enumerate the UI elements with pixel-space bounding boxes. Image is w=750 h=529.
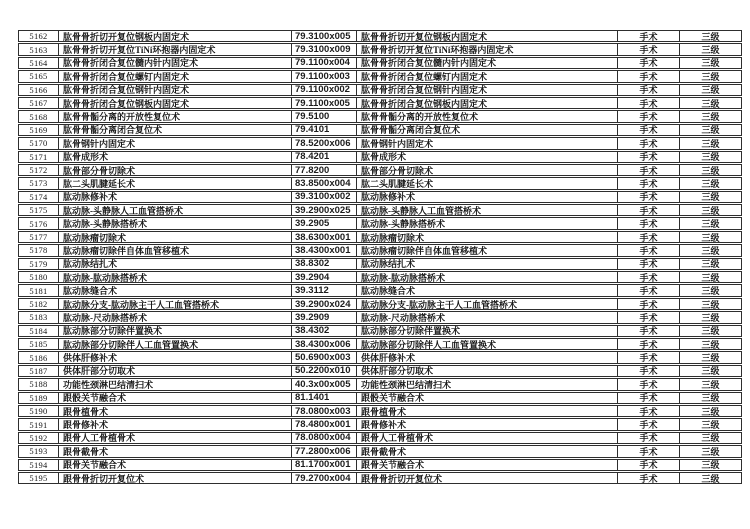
procedure-name-cell: 跟骰关节融合术 xyxy=(58,393,291,403)
procedure-code-cell: 81.1700x001 xyxy=(291,460,356,470)
procedure-name-cell: 肱骨部分骨切除术 xyxy=(58,165,291,175)
table-row xyxy=(18,84,742,96)
procedure-name-cell: 肱动脉-尺动脉搭桥术 xyxy=(58,312,291,322)
procedure-code-cell: 79.3100x005 xyxy=(291,31,356,41)
level-cell: 三级 xyxy=(679,125,741,135)
row-number-cell: 5186 xyxy=(29,352,48,363)
table-row xyxy=(18,459,742,471)
procedure-name-cell: 肱动脉分支-肱动脉主干人工血管搭桥术 xyxy=(58,299,291,309)
level-cell: 三级 xyxy=(679,85,741,95)
category-cell: 手术 xyxy=(617,366,679,376)
procedure-code-cell: 78.5200x006 xyxy=(291,138,356,148)
table-row xyxy=(18,43,742,55)
procedure-name-repeat-cell: 跟骨截骨术 xyxy=(356,446,617,456)
category-cell: 手术 xyxy=(617,259,679,269)
procedure-name-repeat-cell: 功能性颈淋巴结清扫术 xyxy=(356,379,617,389)
procedure-name-repeat-cell: 跟骨人工骨植骨术 xyxy=(356,433,617,443)
level-cell: 三级 xyxy=(679,352,741,362)
category-cell: 手术 xyxy=(617,111,679,121)
procedure-name-repeat-cell: 肱动脉瘤切除伴自体血管移植术 xyxy=(356,245,617,255)
procedure-name-repeat-cell: 跟骨关节融合术 xyxy=(356,460,617,470)
procedure-name-repeat-cell: 肱骨骨折闭合复位螺钉内固定术 xyxy=(356,71,617,81)
level-cell: 三级 xyxy=(679,433,741,443)
row-number-cell: 5167 xyxy=(29,98,48,109)
row-number-cell: 5171 xyxy=(29,151,48,162)
procedure-code-cell: 39.2909 xyxy=(291,312,356,322)
table-row xyxy=(18,217,742,229)
level-cell: 三级 xyxy=(679,379,741,389)
category-cell: 手术 xyxy=(617,31,679,41)
procedure-name-cell: 肱动脉缝合术 xyxy=(58,285,291,295)
category-cell: 手术 xyxy=(617,71,679,81)
procedure-code-cell: 78.0800x004 xyxy=(291,433,356,443)
table-row xyxy=(18,30,742,42)
procedure-name-cell: 肱动脉-头静脉人工血管搭桥术 xyxy=(58,205,291,215)
procedure-code-cell: 79.1100x002 xyxy=(291,85,356,95)
procedure-name-cell: 跟骨截骨术 xyxy=(58,446,291,456)
table-row xyxy=(18,378,742,390)
level-cell: 三级 xyxy=(679,192,741,202)
procedure-code-cell: 39.2900x024 xyxy=(291,299,356,309)
procedure-name-repeat-cell: 跟骰关节融合术 xyxy=(356,393,617,403)
procedure-code-cell: 38.4300x001 xyxy=(291,245,356,255)
level-cell: 三级 xyxy=(679,259,741,269)
procedure-name-repeat-cell: 跟骨植骨术 xyxy=(356,406,617,416)
procedure-name-cell: 肱动脉-头静脉搭桥术 xyxy=(58,218,291,228)
procedure-name-cell: 跟骨骨折切开复位术 xyxy=(58,473,291,483)
procedure-name-repeat-cell: 肱骨骨折切开复位钢板内固定术 xyxy=(356,31,617,41)
procedure-name-repeat-cell: 肱骨骨骺分离闭合复位术 xyxy=(356,125,617,135)
procedure-name-repeat-cell: 肱骨骨折切开复位TiNi环抱器内固定术 xyxy=(356,44,617,54)
procedure-name-repeat-cell: 跟骨修补术 xyxy=(356,419,617,429)
table-row xyxy=(18,365,742,377)
procedure-name-repeat-cell: 肱动脉结扎术 xyxy=(356,259,617,269)
row-number-cell: 5185 xyxy=(29,339,48,350)
row-number-cell: 5191 xyxy=(29,419,48,430)
table-row xyxy=(18,231,742,243)
table-row xyxy=(18,432,742,444)
procedure-name-repeat-cell: 肱动脉修补术 xyxy=(356,192,617,202)
level-cell: 三级 xyxy=(679,406,741,416)
procedure-name-cell: 肱动脉瘤切除术 xyxy=(58,232,291,242)
table-row xyxy=(18,110,742,122)
procedure-name-cell: 跟骨修补术 xyxy=(58,419,291,429)
table-row xyxy=(18,97,742,109)
table-row xyxy=(18,57,742,69)
row-number-cell: 5165 xyxy=(29,71,48,82)
procedure-name-repeat-cell: 肱动脉-头静脉人工血管搭桥术 xyxy=(356,205,617,215)
table-row xyxy=(18,298,742,310)
category-cell: 手术 xyxy=(617,245,679,255)
procedure-name-repeat-cell: 肱骨钢针内固定术 xyxy=(356,138,617,148)
level-cell: 三级 xyxy=(679,218,741,228)
category-cell: 手术 xyxy=(617,285,679,295)
row-number-cell: 5188 xyxy=(29,379,48,390)
row-number-cell: 5195 xyxy=(29,473,48,484)
category-cell: 手术 xyxy=(617,326,679,336)
procedure-code-cell: 79.1100x003 xyxy=(291,71,356,81)
procedure-code-cell: 38.8302 xyxy=(291,259,356,269)
procedure-name-cell: 供体肝部分切取术 xyxy=(58,366,291,376)
row-number-cell: 5172 xyxy=(29,165,48,176)
row-number-cell: 5189 xyxy=(29,392,48,403)
procedure-name-cell: 功能性颈淋巴结清扫术 xyxy=(58,379,291,389)
category-cell: 手术 xyxy=(617,125,679,135)
table-row xyxy=(18,124,742,136)
level-cell: 三级 xyxy=(679,299,741,309)
procedure-name-cell: 肱骨骨折闭合复位钢板内固定术 xyxy=(58,98,291,108)
procedure-name-repeat-cell: 供体肝部分切取术 xyxy=(356,366,617,376)
table-row xyxy=(18,70,742,82)
row-number-cell: 5177 xyxy=(29,232,48,243)
table-row xyxy=(18,271,742,283)
category-cell: 手术 xyxy=(617,393,679,403)
table-row xyxy=(18,445,742,457)
procedure-name-cell: 肱动脉部分切除伴人工血管置换术 xyxy=(58,339,291,349)
procedure-code-cell: 38.4302 xyxy=(291,326,356,336)
procedure-name-cell: 肱骨骨折切开复位TiNi环抱器内固定术 xyxy=(58,44,291,54)
procedure-code-cell: 79.3100x009 xyxy=(291,44,356,54)
level-cell: 三级 xyxy=(679,245,741,255)
level-cell: 三级 xyxy=(679,339,741,349)
level-cell: 三级 xyxy=(679,31,741,41)
category-cell: 手术 xyxy=(617,352,679,362)
level-cell: 三级 xyxy=(679,98,741,108)
procedure-name-cell: 肱骨骨折闭合复位髓内针内固定术 xyxy=(58,58,291,68)
procedure-code-cell: 78.4800x001 xyxy=(291,419,356,429)
procedure-name-cell: 肱二头肌腱延长术 xyxy=(58,178,291,188)
table-row xyxy=(18,284,742,296)
procedure-name-repeat-cell: 跟骨骨折切开复位术 xyxy=(356,473,617,483)
category-cell: 手术 xyxy=(617,165,679,175)
table-row xyxy=(18,405,742,417)
procedure-name-cell: 跟骨人工骨植骨术 xyxy=(58,433,291,443)
procedure-name-cell: 肱骨骨骺分离闭合复位术 xyxy=(58,125,291,135)
row-number-cell: 5179 xyxy=(29,258,48,269)
procedure-code-cell: 79.1100x004 xyxy=(291,58,356,68)
level-cell: 三级 xyxy=(679,232,741,242)
category-cell: 手术 xyxy=(617,44,679,54)
row-number-cell: 5169 xyxy=(29,124,48,135)
procedure-name-repeat-cell: 肱骨骨折闭合复位髓内针内固定术 xyxy=(356,58,617,68)
procedure-code-cell: 39.2905 xyxy=(291,218,356,228)
procedure-name-repeat-cell: 肱动脉缝合术 xyxy=(356,285,617,295)
procedure-name-cell: 肱动脉-肱动脉搭桥术 xyxy=(58,272,291,282)
procedure-name-repeat-cell: 肱动脉-头静脉搭桥术 xyxy=(356,218,617,228)
row-number-cell: 5168 xyxy=(29,111,48,122)
row-number-cell: 5163 xyxy=(29,44,48,55)
category-cell: 手术 xyxy=(617,138,679,148)
level-cell: 三级 xyxy=(679,111,741,121)
procedure-name-cell: 跟骨植骨术 xyxy=(58,406,291,416)
level-cell: 三级 xyxy=(679,473,741,483)
procedure-code-cell: 50.6900x003 xyxy=(291,352,356,362)
row-number-cell: 5180 xyxy=(29,272,48,283)
procedure-name-repeat-cell: 肱骨骨折闭合复位钢针内固定术 xyxy=(356,85,617,95)
procedure-name-cell: 肱动脉修补术 xyxy=(58,192,291,202)
procedure-name-repeat-cell: 肱二头肌腱延长术 xyxy=(356,178,617,188)
procedure-code-cell: 79.2700x004 xyxy=(291,473,356,483)
table-row xyxy=(18,151,742,163)
level-cell: 三级 xyxy=(679,326,741,336)
level-cell: 三级 xyxy=(679,178,741,188)
category-cell: 手术 xyxy=(617,58,679,68)
procedure-name-cell: 肱动脉瘤切除伴自体血管移植术 xyxy=(58,245,291,255)
row-number-cell: 5173 xyxy=(29,178,48,189)
table-row xyxy=(18,177,742,189)
category-cell: 手术 xyxy=(617,406,679,416)
procedure-name-cell: 肱骨钢针内固定术 xyxy=(58,138,291,148)
row-number-cell: 5162 xyxy=(29,31,48,42)
table-row xyxy=(18,351,742,363)
procedure-name-repeat-cell: 肱动脉部分切除伴人工血管置换术 xyxy=(356,339,617,349)
row-number-cell: 5176 xyxy=(29,218,48,229)
level-cell: 三级 xyxy=(679,312,741,322)
table-row xyxy=(18,418,742,430)
level-cell: 三级 xyxy=(679,446,741,456)
procedure-name-cell: 肱骨骨折切开复位钢板内固定术 xyxy=(58,31,291,41)
procedure-name-cell: 肱动脉结扎术 xyxy=(58,259,291,269)
procedure-code-cell: 81.1401 xyxy=(291,393,356,403)
procedure-name-cell: 肱骨成形术 xyxy=(58,152,291,162)
level-cell: 三级 xyxy=(679,419,741,429)
table-row xyxy=(18,244,742,256)
category-cell: 手术 xyxy=(617,152,679,162)
procedure-code-cell: 79.5100 xyxy=(291,111,356,121)
procedure-name-repeat-cell: 肱动脉-尺动脉搭桥术 xyxy=(356,312,617,322)
level-cell: 三级 xyxy=(679,165,741,175)
procedure-name-repeat-cell: 肱骨骨骺分离的开放性复位术 xyxy=(356,111,617,121)
level-cell: 三级 xyxy=(679,285,741,295)
row-number-cell: 5164 xyxy=(29,57,48,68)
category-cell: 手术 xyxy=(617,178,679,188)
level-cell: 三级 xyxy=(679,44,741,54)
procedure-name-cell: 肱骨骨骺分离的开放性复位术 xyxy=(58,111,291,121)
level-cell: 三级 xyxy=(679,460,741,470)
table-row xyxy=(18,137,742,149)
category-cell: 手术 xyxy=(617,272,679,282)
procedure-code-cell: 79.4101 xyxy=(291,125,356,135)
level-cell: 三级 xyxy=(679,58,741,68)
procedure-name-repeat-cell: 肱动脉瘤切除术 xyxy=(356,232,617,242)
category-cell: 手术 xyxy=(617,339,679,349)
category-cell: 手术 xyxy=(617,473,679,483)
row-number-cell: 5175 xyxy=(29,205,48,216)
category-cell: 手术 xyxy=(617,85,679,95)
procedure-code-cell: 39.2904 xyxy=(291,272,356,282)
procedure-code-cell: 39.3112 xyxy=(291,285,356,295)
procedure-name-cell: 跟骨关节融合术 xyxy=(58,460,291,470)
category-cell: 手术 xyxy=(617,379,679,389)
procedure-name-cell: 肱骨骨折闭合复位钢针内固定术 xyxy=(58,85,291,95)
row-number-cell: 5183 xyxy=(29,312,48,323)
level-cell: 三级 xyxy=(679,272,741,282)
row-number-cell: 5194 xyxy=(29,459,48,470)
category-cell: 手术 xyxy=(617,419,679,429)
category-cell: 手术 xyxy=(617,98,679,108)
table-row xyxy=(18,392,742,404)
level-cell: 三级 xyxy=(679,205,741,215)
level-cell: 三级 xyxy=(679,366,741,376)
row-number-cell: 5181 xyxy=(29,285,48,296)
procedure-code-cell: 79.1100x005 xyxy=(291,98,356,108)
level-cell: 三级 xyxy=(679,152,741,162)
category-cell: 手术 xyxy=(617,433,679,443)
procedure-name-cell: 肱动脉部分切除伴置换术 xyxy=(58,326,291,336)
table-row xyxy=(18,191,742,203)
procedure-code-cell: 40.3x00x005 xyxy=(291,379,356,389)
row-number-cell: 5182 xyxy=(29,299,48,309)
procedure-table xyxy=(18,30,742,485)
row-number-cell: 5187 xyxy=(29,365,48,376)
table-row xyxy=(18,164,742,176)
procedure-code-cell: 77.2800x006 xyxy=(291,446,356,456)
table-row xyxy=(18,311,742,323)
procedure-code-cell: 77.8200 xyxy=(291,165,356,175)
procedure-code-cell: 83.8500x004 xyxy=(291,178,356,188)
category-cell: 手术 xyxy=(617,218,679,228)
procedure-name-repeat-cell: 供体肝修补术 xyxy=(356,352,617,362)
level-cell: 三级 xyxy=(679,393,741,403)
procedure-name-repeat-cell: 肱骨骨折闭合复位钢板内固定术 xyxy=(356,98,617,108)
procedure-code-cell: 38.4300x006 xyxy=(291,339,356,349)
category-cell: 手术 xyxy=(617,460,679,470)
procedure-name-cell: 供体肝修补术 xyxy=(58,352,291,362)
row-number-cell: 5193 xyxy=(29,446,48,457)
procedure-name-repeat-cell: 肱动脉-肱动脉搭桥术 xyxy=(356,272,617,282)
table-row xyxy=(18,338,742,350)
category-cell: 手术 xyxy=(617,192,679,202)
procedure-code-cell: 39.3100x002 xyxy=(291,192,356,202)
table-row xyxy=(18,325,742,337)
table-row xyxy=(18,204,742,216)
procedure-code-cell: 38.6300x001 xyxy=(291,232,356,242)
procedure-code-cell: 78.4201 xyxy=(291,152,356,162)
row-number-cell: 5174 xyxy=(29,191,48,202)
procedure-code-cell: 78.0800x003 xyxy=(291,406,356,416)
category-cell: 手术 xyxy=(617,232,679,242)
row-number-cell: 5178 xyxy=(29,245,48,256)
category-cell: 手术 xyxy=(617,312,679,322)
category-cell: 手术 xyxy=(617,446,679,456)
procedure-name-repeat-cell: 肱动脉部分切除伴置换术 xyxy=(356,326,617,336)
row-number-cell: 5166 xyxy=(29,84,48,95)
row-number-cell: 5184 xyxy=(29,325,48,336)
category-cell: 手术 xyxy=(617,205,679,215)
row-number-cell: 5192 xyxy=(29,432,48,443)
procedure-name-repeat-cell: 肱骨部分骨切除术 xyxy=(356,165,617,175)
category-cell: 手术 xyxy=(617,299,679,309)
level-cell: 三级 xyxy=(679,71,741,81)
procedure-code-cell: 50.2200x010 xyxy=(291,366,356,376)
procedure-name-repeat-cell: 肱骨成形术 xyxy=(356,152,617,162)
row-number-cell: 5190 xyxy=(29,406,48,417)
procedure-code-cell: 39.2900x025 xyxy=(291,205,356,215)
procedure-name-cell: 肱骨骨折闭合复位螺钉内固定术 xyxy=(58,71,291,81)
procedure-name-repeat-cell: 肱动脉分支-肱动脉主干人工血管搭桥术 xyxy=(356,299,617,309)
level-cell: 三级 xyxy=(679,138,741,148)
table-row xyxy=(18,258,742,270)
table-row xyxy=(18,472,742,484)
row-number-cell: 5170 xyxy=(29,138,48,149)
